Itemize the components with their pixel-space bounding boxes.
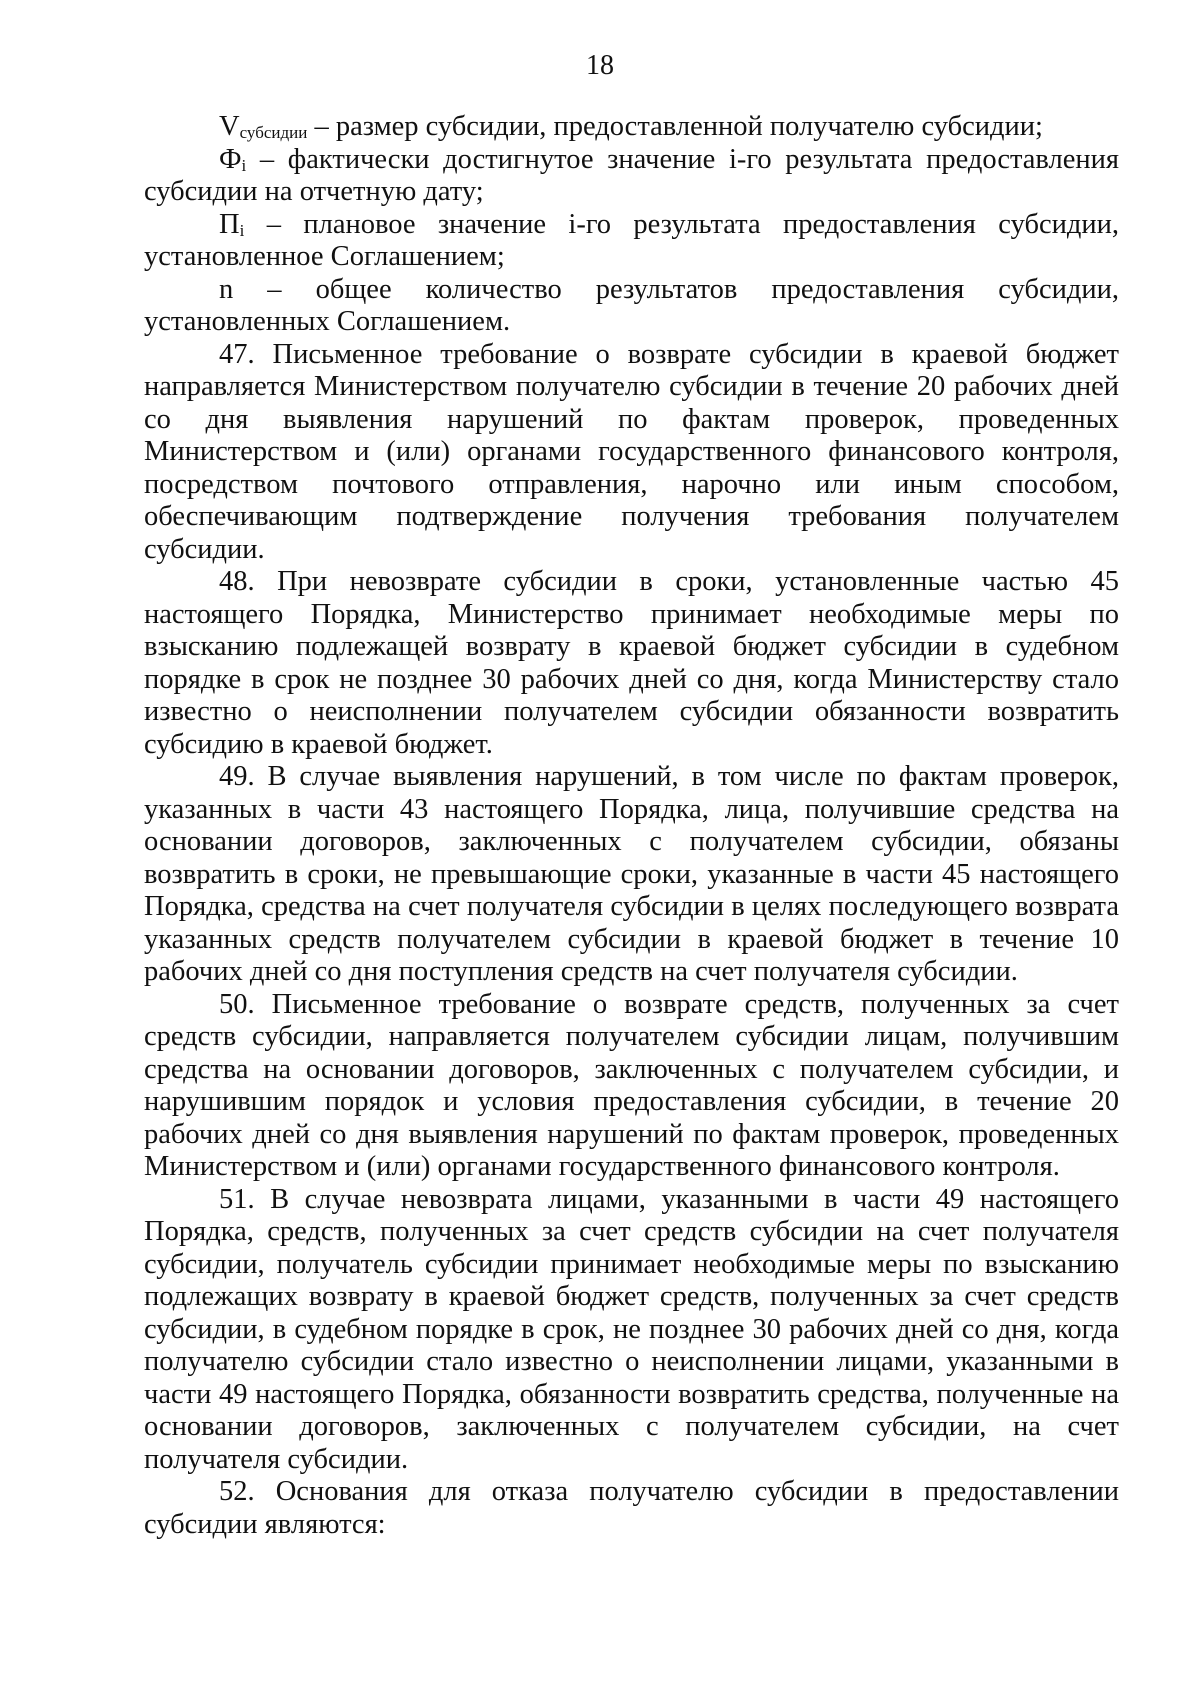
symbol-subscript: i [239, 220, 245, 240]
paragraph-49: 49. В случае выявления нарушений, в том числе по фактам проверок, указанных в части 43 настоящего Порядка, лица, получившие средства на основании договоров, заключенных с получателем субсидии, обязаны возвратить в сроки, не превышающие сроки, указанные в части 45 настоящего Порядка, средства на счет получателя субсидии в целях последующего возврата указанных средств получателем субсидии в краевой бюджет в течение 10 рабочих дней со дня поступления средств на счет получателя субсидии. [144, 761, 1119, 987]
symbol: П [219, 208, 240, 240]
symbol: n [219, 273, 234, 305]
definition-v-subsidy [144, 111, 1119, 144]
symbol: V [219, 111, 240, 142]
definition-p-i [144, 209, 1119, 274]
document-body [144, 111, 1119, 1541]
definition-text: – общее количество результатов предоставления субсидии, установленных Соглашением. [144, 273, 1119, 337]
paragraph-50: 50. Письменное требование о возврате средств, полученных за счет средств субсидии, направляется получателем субсидии лицам, получившим средства на основании договоров, заключенных с получателем субсидии, и нарушившим порядок и условия предоставления субсидии, в течение 20 рабочих дней со дня выявления нарушений по фактам проверок, проведенных Министерством и (или) органами государственного финансового контроля. [144, 988, 1119, 1182]
symbol-subscript: i [241, 155, 247, 175]
definition-text: – фактически достигнутое значение i-го результата предоставления субсидии на отчетную дату; [144, 143, 1119, 207]
paragraph-48: 48. При невозврате субсидии в сроки, установленные частью 45 настоящего Порядка, Министерство принимает необходимые меры по взысканию подлежащей возврату в краевой бюджет субсидии в судебном порядке в срок не позднее 30 рабочих дней со дня, когда Министерству стало известно о неисполнении получателем субсидии обязанности возвратить субсидию в краевой бюджет. [144, 566, 1119, 760]
paragraph-51: 51. В случае невозврата лицами, указанными в части 49 настоящего Порядка, средств, полученных за счет средств субсидии на счет получателя субсидии, получатель субсидии принимает необходимые меры по взысканию подлежащих возврату в краевой бюджет средств, полученных за счет средств субсидии, в судебном порядке в срок, не позднее 30 рабочих дней со дня, когда получателю субсидии стало известно о неисполнении лицами, указанными в части 49 настоящего Порядка, обязанности возвратить средства, полученные на основании договоров, заключенных с получателем субсидии, на счет получателя субсидии. [144, 1183, 1119, 1475]
page-number: 18 [586, 50, 614, 81]
paragraph-47: 47. Письменное требование о возврате субсидии в краевой бюджет направляется Министерством получателю субсидии в течение 20 рабочих дней со дня выявления нарушений по фактам проверок, проведенных Министерством и (или) органами государственного финансового контроля, посредством почтового отправления, нарочно или иным способом, обеспечивающим подтверждение получения требования получателем субсидии. [144, 338, 1119, 565]
definition-n [144, 274, 1119, 339]
definition-f-i [144, 144, 1119, 209]
symbol-subscript: субсидии [239, 123, 308, 142]
definition-text: – плановое значение i-го результата предоставления субсидии, установленное Соглашением; [144, 208, 1119, 272]
definition-text: – размер субсидии, предоставленной получателю субсидии; [307, 111, 1043, 142]
symbol: Ф [219, 143, 242, 175]
paragraph-52: 52. Основания для отказа получателю субсидии в предоставлении субсидии являются: [144, 1476, 1119, 1540]
